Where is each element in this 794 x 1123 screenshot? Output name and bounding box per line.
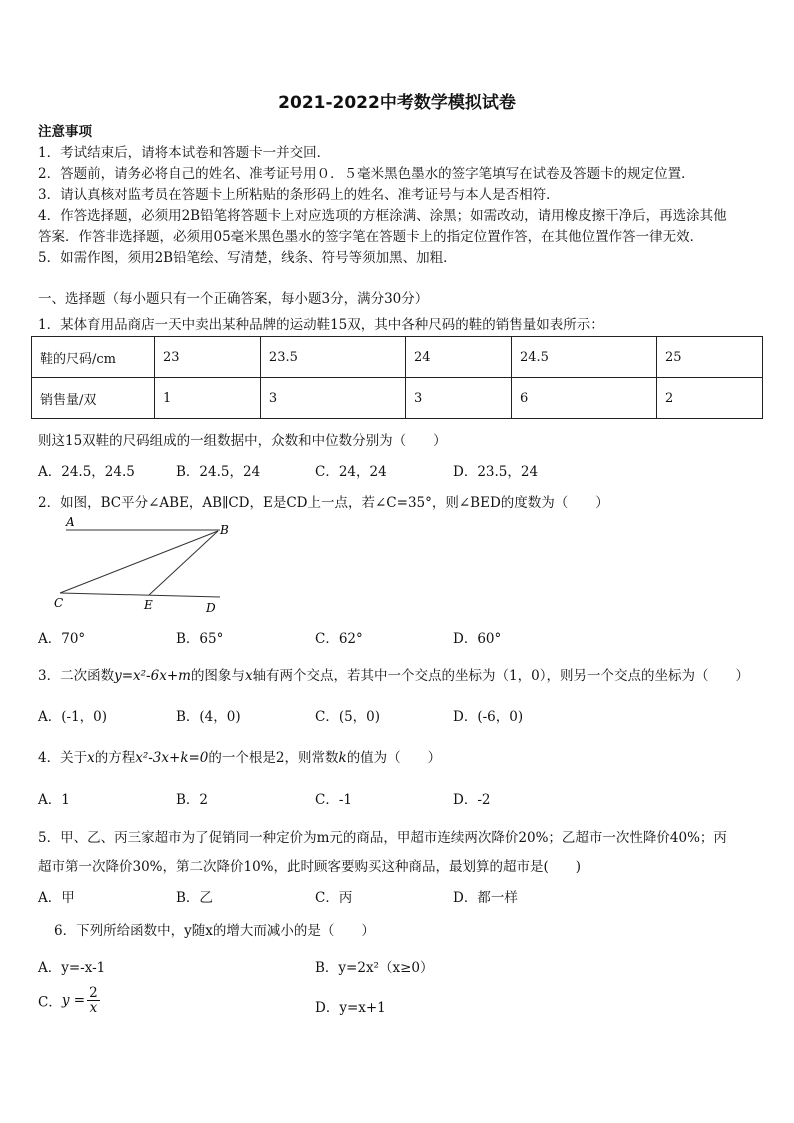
- option-b: B．乙: [176, 890, 213, 906]
- notice-heading: 注意事项: [38, 124, 92, 140]
- option-a: A．24.5，24.5: [38, 464, 135, 480]
- question-6-stem: 6．下列所给函数中，y随x的增大而减小的是（ ）: [54, 923, 375, 939]
- option-c: [38, 986, 100, 1015]
- q4-text: 的值为（ ）: [346, 750, 442, 766]
- option-d: D．-2: [453, 792, 491, 808]
- table-cell: 3: [260, 378, 405, 419]
- page-title: 2021-2022中考数学模拟试卷: [278, 93, 516, 113]
- question-5-line: 5．甲、乙、丙三家超市为了促销同一种定价为m元的商品，甲超市连续两次降价20%；乙超市一次性降价40%；丙: [38, 830, 727, 846]
- q3-text: 轴有两个交点，若其中一个交点的坐标为（1，0），则另一个交点的坐标为（ ）: [252, 668, 749, 684]
- table-cell: 23.5: [260, 337, 405, 378]
- option-b: B．65°: [176, 631, 224, 647]
- option-c: C．62°: [315, 631, 363, 647]
- q4-text: 的一个根是2，则常数: [208, 750, 339, 766]
- option-c-lhs: y =: [61, 992, 86, 1009]
- option-c: C．(5，0): [315, 709, 381, 725]
- question-3-stem: [38, 664, 749, 684]
- q3-function: y=x²-6x+m: [114, 668, 191, 684]
- fraction-denominator: x: [89, 1000, 98, 1016]
- q4-variable: x: [87, 750, 95, 766]
- option-d: D．y=x+1: [315, 1000, 386, 1016]
- notice-item: 答案．作答非选择题，必须用05毫米黑色墨水的签字笔在答题卡上的指定位置作答，在其他位置作答一律无效．: [38, 229, 704, 245]
- option-d: D．都一样: [453, 890, 518, 906]
- table-cell: 23: [155, 337, 261, 378]
- question-1-stem: 1．某体育用品商店一天中卖出某种品牌的运动鞋15双，其中各种尺码的鞋的销售量如表所示：: [38, 317, 604, 333]
- label-a: A: [66, 515, 75, 529]
- option-d: D．60°: [453, 631, 502, 647]
- q3-variable: x: [244, 668, 253, 684]
- option-d: D．(-6，0): [453, 709, 524, 725]
- option-b: B．y=2x²（x≥0）: [315, 960, 434, 976]
- option-a: A．y=-x-1: [38, 960, 106, 976]
- option-c-label: C．: [38, 994, 62, 1011]
- table-row: [32, 378, 763, 419]
- table-cell: 3: [406, 378, 512, 419]
- option-b: B．(4，0): [176, 709, 241, 725]
- q3-text: 的图象与: [190, 668, 245, 684]
- line-be: [149, 531, 218, 595]
- option-a: A．甲: [38, 890, 75, 906]
- option-a: A．1: [38, 792, 70, 808]
- option-c: C．24，24: [315, 464, 387, 480]
- line-bc: [60, 531, 218, 593]
- option-d: D．23.5，24: [453, 464, 539, 480]
- notice-item: 4．作答选择题，必须用2B铅笔将答题卡上对应选项的方框涂满、涂黑；如需改动，请用橡皮擦干净后，再选涂其他: [38, 208, 727, 224]
- q4-text: 4．关于: [38, 750, 88, 766]
- q4-equation: x²-3x+k=0: [135, 750, 209, 766]
- notice-item: 1．考试结束后，请将本试卷和答题卡一并交回．: [38, 145, 331, 161]
- label-d: D: [206, 601, 216, 615]
- question-2-stem: 2．如图，BC平分∠ABE，AB∥CD，E是CD上一点，若∠C=35°，则∠BED的度数为（ ）: [38, 495, 609, 511]
- q4-text: 的方程: [94, 750, 136, 766]
- label-b: B: [220, 523, 229, 537]
- option-b: B．2: [176, 792, 209, 808]
- geometry-figure: [44, 514, 240, 618]
- table-cell: 2: [657, 378, 763, 419]
- table-row: [32, 337, 763, 378]
- label-c: C: [54, 596, 64, 610]
- q4-constant: k: [338, 750, 347, 766]
- label-e: E: [144, 598, 153, 612]
- option-b: B．24.5，24: [176, 464, 261, 480]
- option-a: A．(-1，0): [38, 709, 108, 725]
- line-cd: [60, 593, 220, 597]
- table-cell: 1: [155, 378, 261, 419]
- question-4-stem: [38, 746, 441, 766]
- notice-item: 3．请认真核对监考员在答题卡上所粘贴的条形码上的姓名、准考证号与本人是否相符．: [38, 187, 560, 203]
- option-c: C．丙: [315, 890, 353, 906]
- table-cell: 25: [657, 337, 763, 378]
- question-5-line: 超市第一次降价30%，第二次降价10%，此时顾客要购买这种商品，最划算的超市是( ): [38, 859, 582, 875]
- notice-item: 2．答题前，请务必将自己的姓名、准考证号用０．５毫米黑色墨水的签字笔填写在试卷及答题卡的规定位置．: [38, 166, 695, 182]
- q3-text: 3．二次函数: [38, 668, 115, 684]
- fraction: [87, 986, 100, 1015]
- fraction-numerator: 2: [89, 985, 98, 1001]
- table-cell: 24.5: [511, 337, 656, 378]
- notice-item: 5．如需作图，须用2B铅笔绘、写清楚，线条、符号等须加黑、加粗．: [38, 250, 457, 266]
- table-cell: 6: [511, 378, 656, 419]
- option-c: C．-1: [315, 792, 352, 808]
- shoe-size-table: [31, 336, 763, 419]
- table-cell: 销售量/双: [32, 378, 155, 419]
- table-cell: 鞋的尺码/cm: [32, 337, 155, 378]
- option-a: A．70°: [38, 631, 86, 647]
- section-heading: 一、选择题（每小题只有一个正确答案，每小题3分，满分30分）: [38, 291, 429, 307]
- question-1-followup: 则这15双鞋的尺码组成的一组数据中，众数和中位数分别为（ ）: [38, 433, 447, 449]
- table-cell: 24: [406, 337, 512, 378]
